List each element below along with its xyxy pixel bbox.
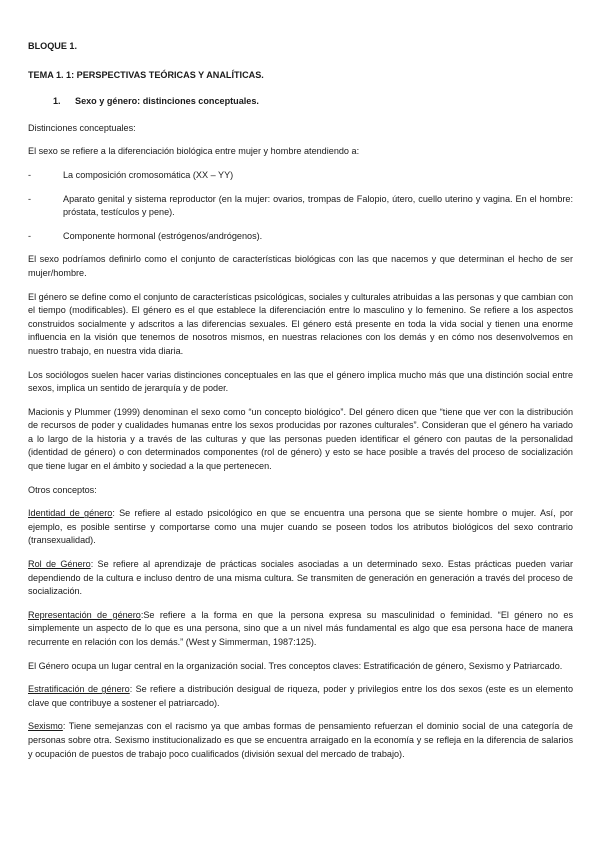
section-title: Sexo y género: distinciones conceptuales. bbox=[75, 96, 259, 107]
concept-definition: : Tiene semejanzas con el racismo ya que ambas formas de pensamiento refuerzan el dominio social de una categoría de personas sobre otra. Sexismo institucionalizado es que se encuentra arraigado en la economía y se refleja en la diferencia de salarios y ocupación de puestos de trabajo poco cualificados (división sexual del mercado de trabajo). bbox=[28, 721, 573, 759]
list-marker: - bbox=[28, 169, 32, 180]
other-concepts-heading: Otros conceptos: bbox=[28, 484, 97, 495]
concept-paragraph bbox=[28, 558, 573, 599]
subheading: Distinciones conceptuales: bbox=[28, 122, 136, 133]
concept-paragraph bbox=[28, 609, 573, 650]
concept-definition: : Se refiere a distribución desigual de riqueza, poder y privilegios entre los dos sexos (este es un elemento clave que contribuye a sostener el patriarcado). bbox=[28, 684, 573, 708]
list-item bbox=[28, 193, 573, 220]
concept-term: Sexismo bbox=[28, 721, 63, 732]
paragraph: Los sociólogos suelen hacer varias distinciones conceptuales en las que el género implica mucho más que una distinción social entre sexos, implica un sentido de jerarquía y de poder. bbox=[28, 369, 573, 394]
gender-paragraph: El Género ocupa un lugar central en la organización social. Tres conceptos claves: Estratificación de género, Sexismo y Patriarcado. bbox=[28, 660, 563, 671]
concept-definition: : Se refiere al aprendizaje de prácticas sociales asociadas a un determinado sexo. Estas prácticas pueden variar dependiendo de la cultura e incluso dentro de una misma cultura. Se transmiten de generación en generación a través del proceso de socialización. bbox=[28, 559, 573, 597]
list-marker: - bbox=[28, 193, 32, 204]
document-body bbox=[28, 40, 573, 771]
list-item-text: Componente hormonal (estrógenos/andrógenos). bbox=[63, 230, 263, 241]
concept-term: Representación de género bbox=[28, 609, 141, 620]
list-item-text: Aparato genital y sistema reproductor (en la mujer: ovarios, trompas de Falopio, útero, cuello uterino y vagina. En el hombre: próstata, testículos y pene). bbox=[63, 193, 573, 218]
paragraph: El sexo podríamos definirlo como el conjunto de características biológicas con las que nacemos y que determinan el hecho de ser mujer/hombre. bbox=[28, 254, 573, 278]
intro-paragraph: El sexo se refiere a la diferenciación biológica entre mujer y hombre atendiendo a: bbox=[28, 146, 360, 157]
concept-paragraph bbox=[28, 720, 573, 761]
section-heading bbox=[53, 95, 573, 109]
concept-paragraph bbox=[28, 507, 573, 548]
concept-term: Identidad de género bbox=[28, 508, 113, 519]
list-item bbox=[28, 230, 573, 244]
list-marker: - bbox=[28, 230, 32, 241]
list-item bbox=[28, 169, 573, 183]
paragraph: El género se define como el conjunto de características psicológicas, sociales y culturales atribuidas a las personas y que cambian con el tiempo (modificables). El género es el que establece la diferenciación entre lo masculino y lo femenino. Se refiere a los aspectos construidos socialmente y adscritos a las diferencias sexuales. El género está presente en toda la vida social y tienen una enorme influencia en la visión que tenemos de nosotros mismos, en nuestras relaciones con los demás y en cómo nos desenvolvemos en nuestro trabajo, en nuestra vida diaria. bbox=[28, 291, 573, 356]
list-item-text: La composición cromosomática (XX – YY) bbox=[63, 169, 234, 180]
concept-term: Estratificación de género bbox=[28, 684, 130, 695]
sex-criteria-list bbox=[28, 169, 573, 243]
concept-definition: :Se refiere a la forma en que la persona expresa su masculinidad o feminidad. “El género no es simplemente un aspecto de lo que es una persona, sino que a un nivel más fundamental es algo que esa persona hace de manera recurrente en relación con los demás.” (West y Simmerman, 1987:125). bbox=[28, 609, 573, 647]
block-title: BLOQUE 1. bbox=[28, 41, 78, 51]
section-number: 1. bbox=[53, 96, 61, 107]
paragraph: Macionis y Plummer (1999) denominan el sexo como “un concepto biológico”. Del género dicen que “tiene que ver con la distribución de recursos de poder y cualidades humanas entre los sexos producidas por razones culturales”. Consideran que el género ha variado a lo largo de la historia y a través de las culturas y que las personas pueden identificar el género con pautas de la personalidad (identidad de género) o con determinados componentes (rol de género) y esto se hace posible a través del proceso de socialización que tiene lugar en el ámbito y sociedad a la que pertenecen. bbox=[28, 406, 573, 472]
concept-term: Rol de Género bbox=[28, 559, 91, 570]
concept-paragraph bbox=[28, 683, 573, 710]
concept-definition: : Se refiere al estado psicológico en que se encuentra una persona que se siente hombre o mujer. Así, por ejemplo, es posible sentirse y comportarse como una mujer cuando se poseen todos los atributos biológicos del sexo contrario (transexualidad). bbox=[28, 508, 573, 546]
topic-title: TEMA 1. 1: PERSPECTIVAS TEÓRICAS Y ANALÍTICAS. bbox=[28, 69, 264, 80]
